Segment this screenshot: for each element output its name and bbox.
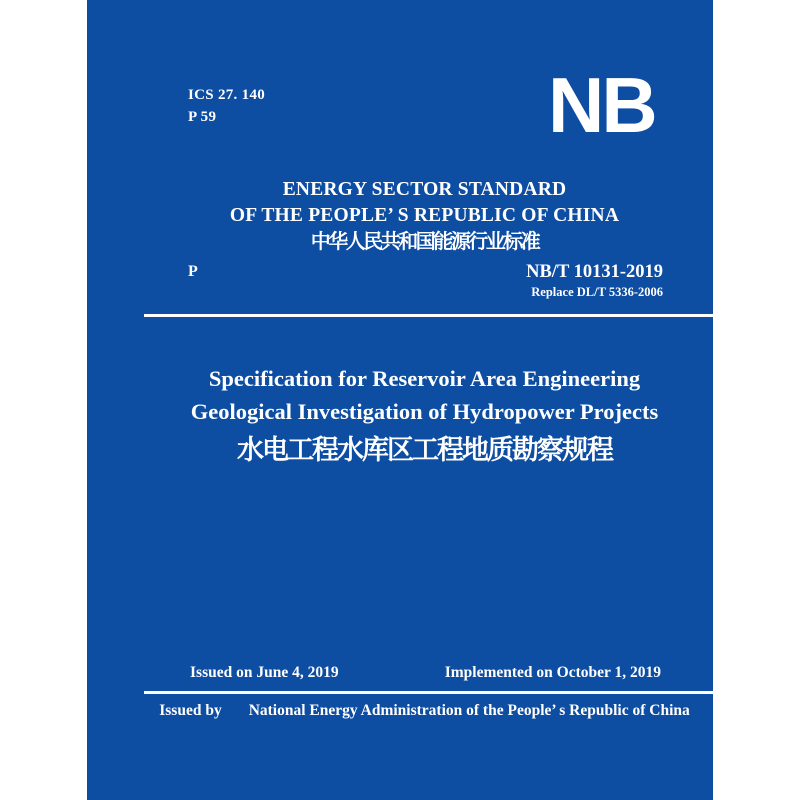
ics-classification-block bbox=[188, 84, 265, 128]
standard-org-heading bbox=[144, 177, 705, 255]
standard-number: NB/T 10131-2019 bbox=[526, 262, 663, 282]
title-english-line1: Specification for Reservoir Area Engineering bbox=[208, 366, 641, 391]
org-heading-line1: ENERGY SECTOR STANDARD bbox=[282, 179, 567, 200]
implemented-date: Implemented on October 1, 2019 bbox=[444, 664, 661, 681]
bottom-divider-rule bbox=[144, 691, 713, 694]
issuing-authority-row bbox=[144, 702, 705, 720]
class-letter: P bbox=[188, 263, 198, 280]
doc-class-code: P 59 bbox=[188, 109, 217, 125]
issued-date: Issued on June 4, 2019 bbox=[190, 664, 339, 681]
ics-code: ICS 27. 140 bbox=[188, 87, 266, 103]
issued-by-label: Issued by bbox=[159, 702, 222, 719]
org-heading-line2: OF THE PEOPLE’ S REPUBLIC OF CHINA bbox=[229, 205, 620, 226]
standard-title-block bbox=[144, 362, 705, 470]
title-chinese: 水电工程水库区工程地质勘察规程 bbox=[237, 435, 612, 465]
replaces-note: Replace DL/T 5336-2006 bbox=[531, 285, 663, 299]
org-heading-chinese: 中华人民共和国能源行业标准 bbox=[310, 231, 539, 253]
dates-row bbox=[144, 664, 705, 682]
nb-logo: NB bbox=[548, 61, 655, 149]
top-divider-rule bbox=[144, 314, 713, 317]
standard-code-block bbox=[526, 261, 663, 300]
title-english-line2: Geological Investigation of Hydropower Projects bbox=[190, 399, 659, 424]
issued-by-authority: National Energy Administration of the People’ s Republic of China bbox=[248, 702, 690, 719]
blue-cover-field bbox=[87, 0, 713, 800]
